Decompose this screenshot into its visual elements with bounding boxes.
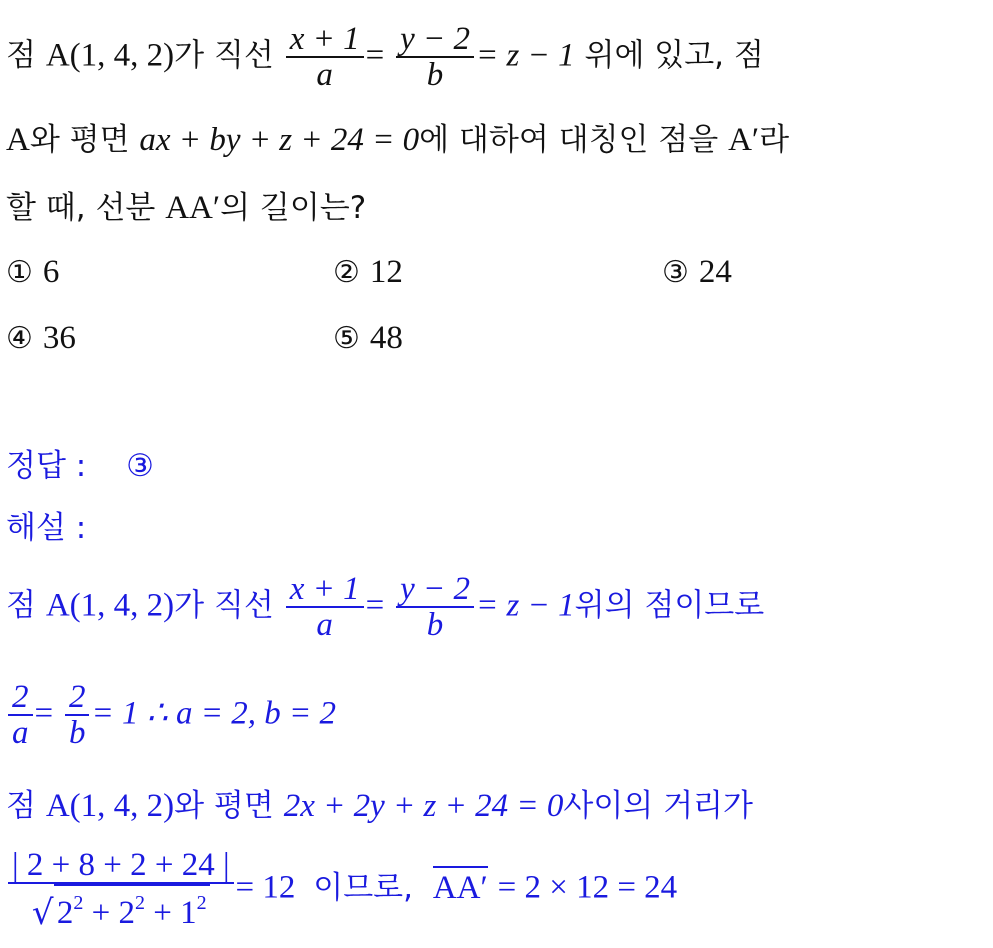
point-a: A(1, 4, 2) [45,37,175,74]
square-root [31,884,210,933]
text: 점 [6,587,36,624]
solution-line-4 [6,847,678,933]
denominator: b [68,715,86,751]
numerator: x + 1 [289,21,360,57]
denominator: a [12,715,29,751]
option-number: ① [6,255,33,290]
solution-line-1 [6,572,764,642]
segment-aa: AA′ [165,190,221,226]
term: 2 [56,895,74,931]
option-number: ② [333,255,360,290]
numerator: | 2 + 8 + 2 + 24 | [12,847,230,883]
option-value: 36 [42,320,76,356]
denominator: b [426,607,444,643]
solution-label-line [6,508,86,548]
answer-value: ③ [126,448,154,484]
option-value: 24 [698,254,732,290]
option-3[interactable] [662,252,732,293]
fraction [396,572,474,642]
option-2[interactable] [333,252,403,293]
option-5[interactable] [333,318,403,359]
equals: = [365,37,385,74]
text: 가 직선 [174,587,274,624]
question-line-3 [6,188,366,228]
text: 에 대하여 대칭인 점을 [419,122,719,158]
point-a: A(1, 4, 2) [45,788,175,824]
exponent: 2 [196,892,207,914]
fraction [8,680,33,750]
option-value: 48 [369,320,403,356]
option-number: ⑤ [333,321,360,356]
equals: = [365,587,385,624]
option-value: 6 [42,254,60,290]
plane-equation: 2x + 2y + z + 24 = 0 [283,788,564,824]
fraction [65,680,90,750]
distance-fraction [8,847,234,933]
math-expression: = z − 1 [476,587,575,624]
radical-sign: √ [31,893,54,933]
option-value: 12 [369,254,403,290]
text: 할 때, 선분 [6,190,156,226]
text: 의 길이는? [220,190,367,226]
point-a-prime: A′ [728,122,760,158]
math-expression: = z − 1 [476,37,575,74]
text: 위의 점이므로 [574,587,765,624]
solution-line-3 [6,786,753,826]
fraction [286,572,364,642]
fraction [286,22,364,92]
equals: = [34,695,54,732]
radicand [54,884,210,930]
option-1[interactable] [6,252,59,293]
text: 이므로, [313,869,413,906]
question-line-2 [6,120,789,160]
text: 와 평면 [174,788,274,824]
numerator: x + 1 [289,571,360,607]
numerator: 2 [12,679,29,715]
text: 점 [6,37,36,74]
fraction [396,22,474,92]
answer-label: 정답 : [6,448,87,484]
term: + 1 [145,895,197,931]
numerator: y − 2 [400,21,471,57]
exponent: 2 [135,892,146,914]
denominator: b [426,57,444,93]
math-expression: = 2 × 12 = 24 [497,869,678,906]
solution-label: 해설 : [6,510,87,546]
text: 위에 있고, 점 [584,37,764,74]
numerator: 2 [68,679,86,715]
option-4[interactable] [6,318,76,359]
math-expression: = 12 [235,869,296,906]
solution-line-2 [6,680,336,750]
segment-aa: AA′ [433,866,488,906]
option-number: ④ [6,321,33,356]
denominator [8,884,234,933]
text: 가 직선 [174,37,274,74]
option-number: ③ [662,255,689,290]
point-a: A(1, 4, 2) [45,587,175,624]
text: 와 평면 [29,122,130,158]
question-line-1 [6,22,764,92]
exponent: 2 [73,892,84,914]
math-expression: = 1 ∴ a = 2, b = 2 [91,695,337,732]
text: 점 [6,788,36,824]
text: 라 [759,122,790,158]
denominator: a [316,607,333,643]
point-a: A [6,122,30,158]
denominator: a [316,57,333,93]
answer-line [6,446,154,486]
plane-equation: ax + by + z + 24 = 0 [139,122,420,158]
term: + 2 [83,895,136,931]
numerator: y − 2 [400,571,471,607]
text: 사이의 거리가 [563,788,753,824]
